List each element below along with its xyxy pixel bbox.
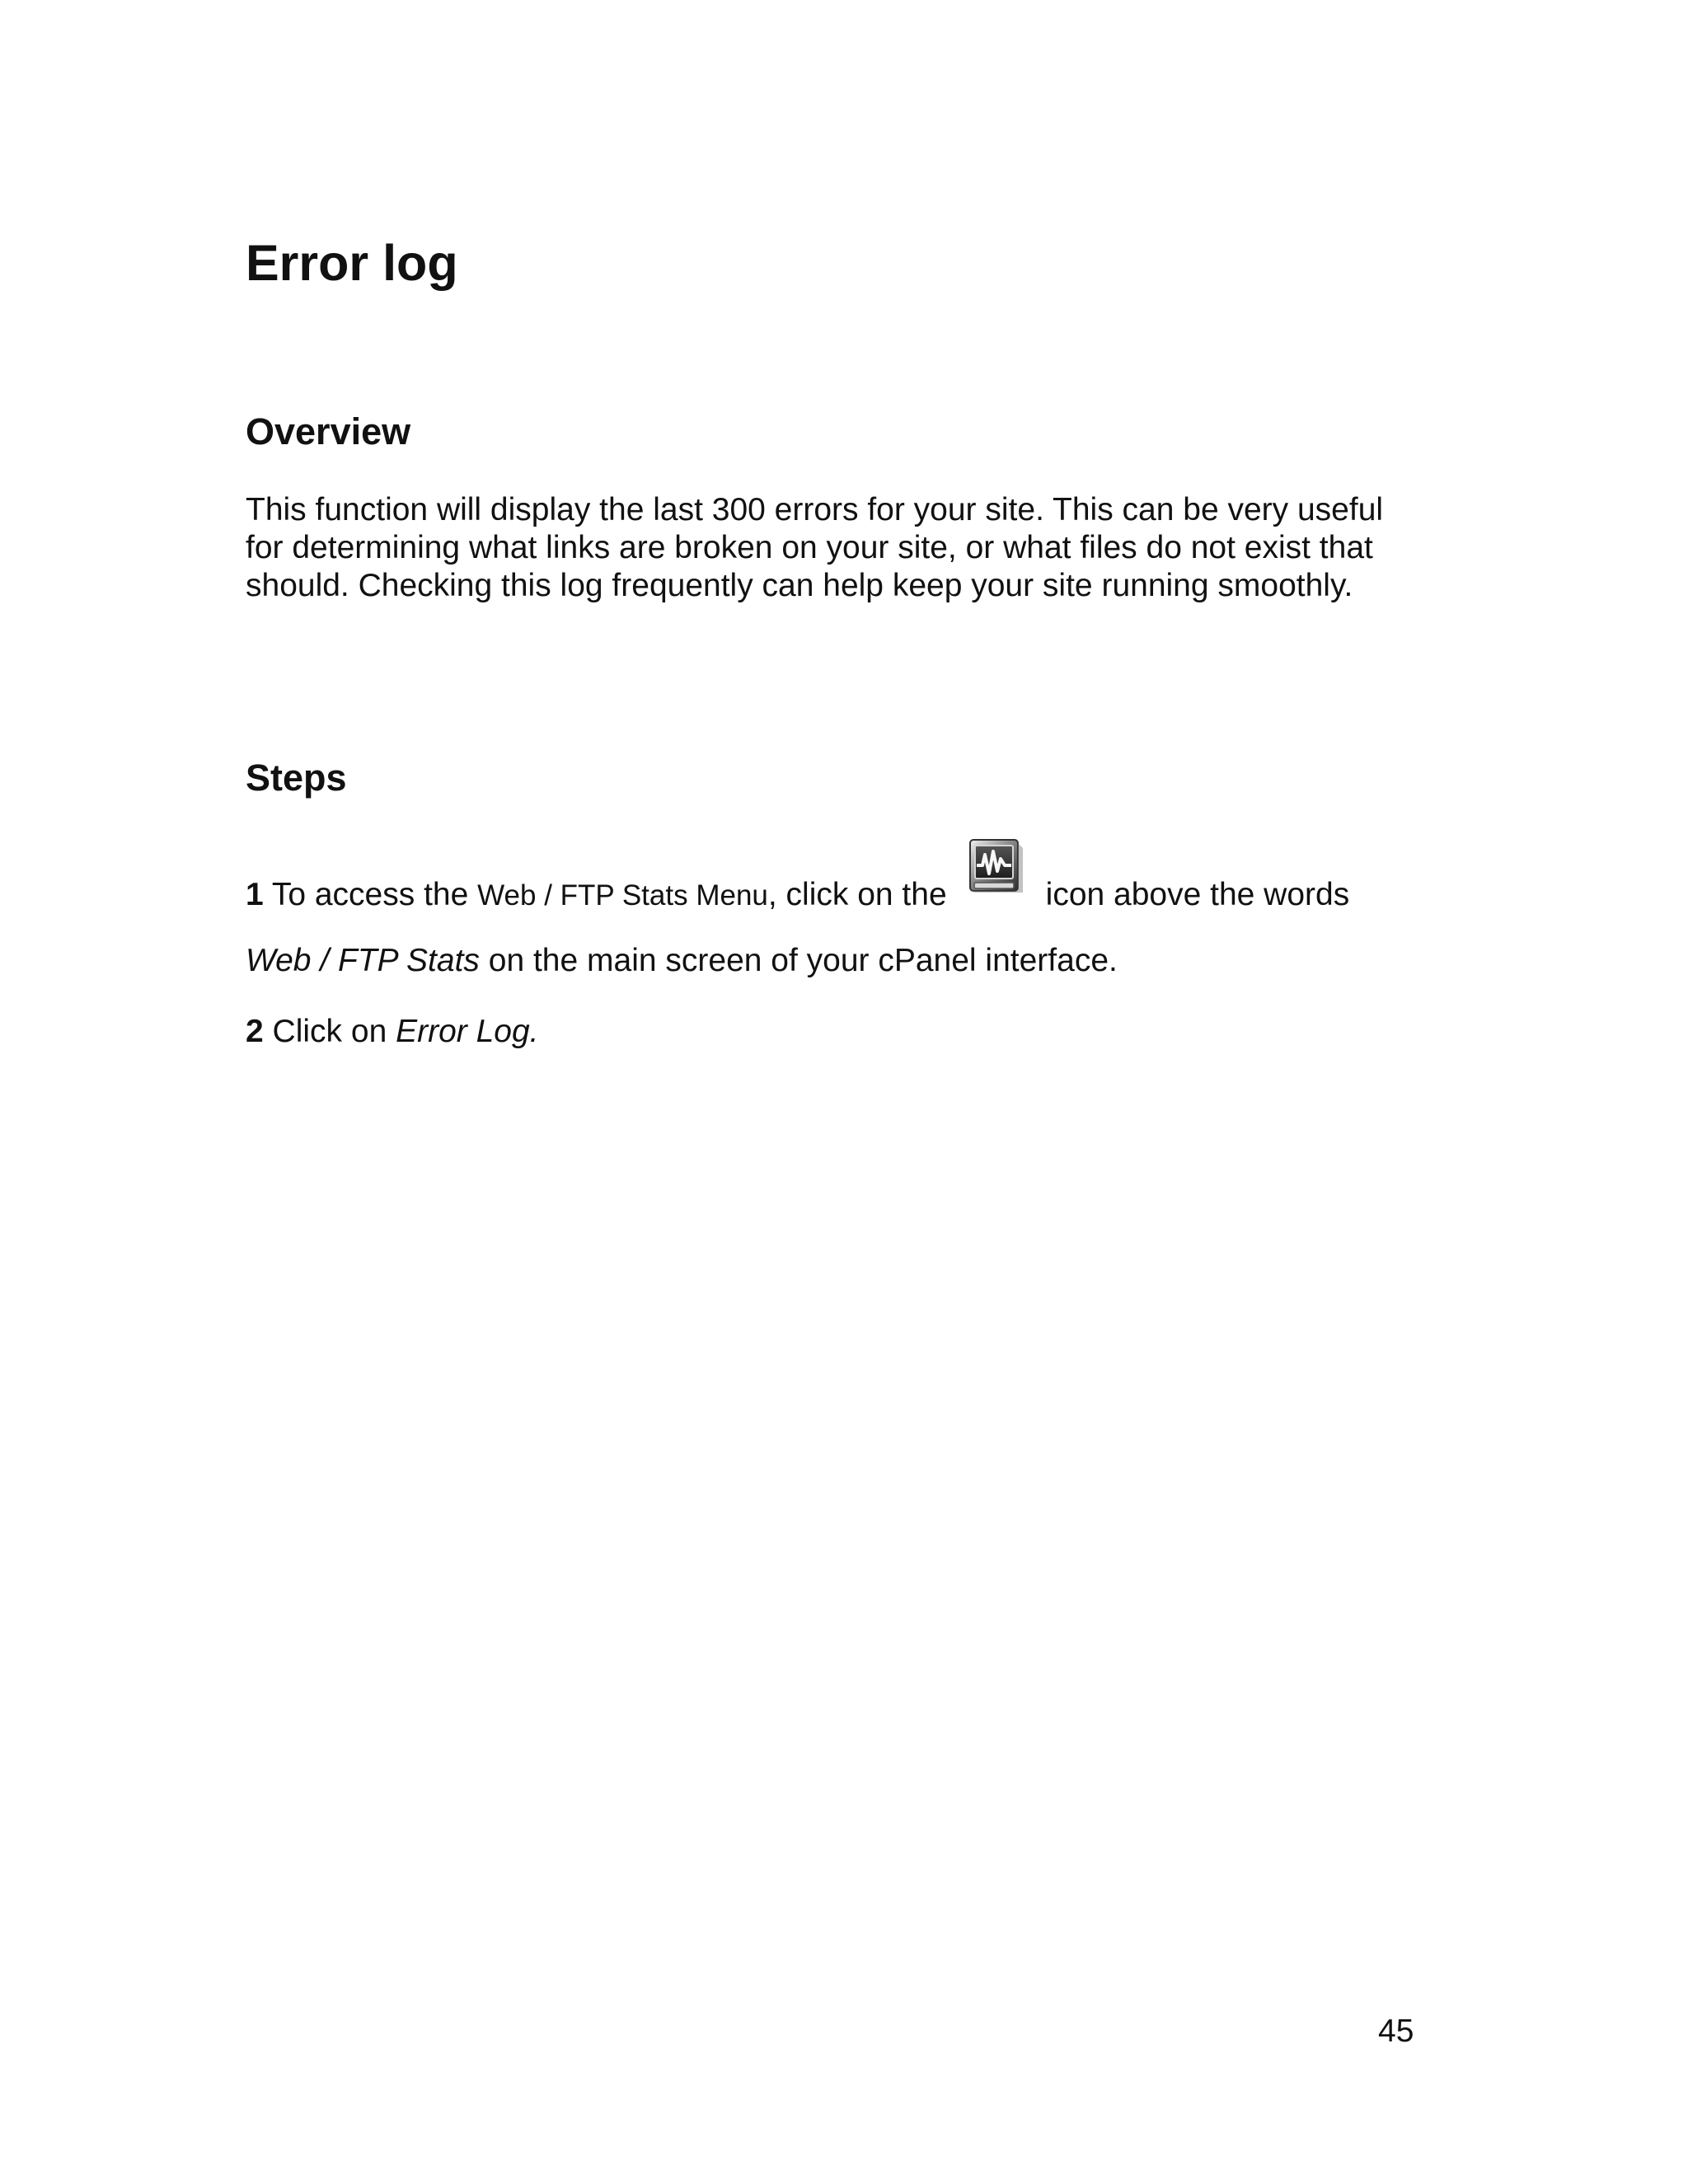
- overview-paragraph: [246, 491, 1441, 605]
- step-2: [246, 1012, 539, 1052]
- page-number: 45: [1378, 2013, 1414, 2049]
- overview-line-2: for determining what links are broken on your site, or what files do not exist that: [246, 530, 1373, 565]
- step-1-text-before-icon: , click on the: [767, 877, 947, 912]
- step-1-line-1: [246, 872, 1349, 916]
- web-ftp-stats-label: Web / FTP Stats: [246, 943, 480, 978]
- step-1-number: 1: [246, 877, 264, 912]
- step-1-text-before-menu: To access the: [271, 877, 478, 912]
- overview-line-3: should. Checking this log frequently can help keep your site running smoothly.: [246, 568, 1353, 603]
- page-title: Error log: [246, 235, 458, 291]
- step-1-text-after-icon: icon above the words: [1045, 877, 1350, 912]
- web-ftp-stats-menu-label: Web / FTP Stats Menu: [477, 879, 768, 912]
- step-1-line-2: [246, 941, 1118, 981]
- step-2-text-before-link: Click on: [272, 1014, 396, 1049]
- steps-heading: Steps: [246, 757, 347, 799]
- web-ftp-stats-icon: [964, 835, 1025, 901]
- error-log-label: Error Log.: [396, 1014, 539, 1049]
- overview-heading: Overview: [246, 410, 411, 452]
- web-ftp-stats-icon-slot: [947, 872, 1046, 905]
- step-2-number: 2: [246, 1014, 264, 1049]
- step-1-text-after-emphasis: on the main screen of your cPanel interface.: [479, 943, 1118, 978]
- overview-line-1: This function will display the last 300 errors for your site. This can be very useful: [246, 492, 1384, 527]
